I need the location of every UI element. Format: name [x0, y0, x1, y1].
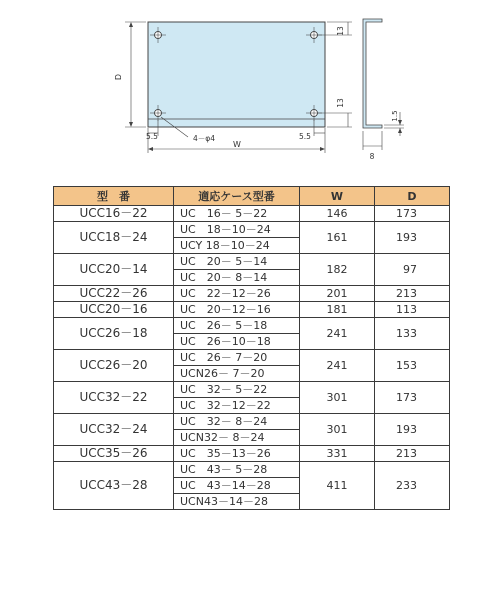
plate-outline [148, 22, 325, 127]
header-model: 型 番 [54, 187, 174, 206]
table-row [54, 382, 450, 398]
table-body [54, 206, 450, 510]
model-cell: UCC26－20 [54, 350, 174, 382]
dim-w-label: W [233, 140, 241, 149]
case-cell: UCN43－14－28 [174, 494, 300, 510]
header-w: W [300, 187, 375, 206]
model-cell: UCC20－14 [54, 254, 174, 286]
model-cell: UCC35－26 [54, 446, 174, 462]
case-cell: UC 18－10－24 [174, 222, 300, 238]
case-cell: UC 32－ 5－22 [174, 382, 300, 398]
d-cell: 113 [375, 302, 450, 318]
d-cell: 193 [375, 222, 450, 254]
d-cell: 153 [375, 350, 450, 382]
w-cell: 182 [300, 254, 375, 286]
header-case: 適応ケース型番 [174, 187, 300, 206]
d-cell: 193 [375, 414, 450, 446]
model-cell: UCC22－26 [54, 286, 174, 302]
dim-thickness: 1.5 [391, 110, 399, 122]
table-row [54, 286, 450, 302]
d-cell: 213 [375, 446, 450, 462]
w-cell: 241 [300, 350, 375, 382]
model-cell: UCC18－24 [54, 222, 174, 254]
table-row [54, 414, 450, 430]
d-cell: 213 [375, 286, 450, 302]
spec-table [53, 186, 450, 510]
dim-right-offset: 5.5 [299, 132, 311, 141]
dim-bottom-13: 13 [336, 98, 345, 108]
case-cell: UC 20－12－16 [174, 302, 300, 318]
table-row [54, 206, 450, 222]
w-cell: 241 [300, 318, 375, 350]
case-cell: UC 26－ 7－20 [174, 350, 300, 366]
w-cell: 301 [300, 414, 375, 446]
d-cell: 97 [375, 254, 450, 286]
model-cell: UCC32－24 [54, 414, 174, 446]
d-cell: 173 [375, 206, 450, 222]
table-row [54, 254, 450, 270]
table-row [54, 462, 450, 478]
w-cell: 146 [300, 206, 375, 222]
table-row [54, 350, 450, 366]
case-cell: UC 26－ 5－18 [174, 318, 300, 334]
table-header-row [54, 187, 450, 206]
w-cell: 331 [300, 446, 375, 462]
case-cell: UC 22－12－26 [174, 286, 300, 302]
dim-flange: 8 [369, 152, 375, 161]
w-cell: 301 [300, 382, 375, 414]
hole-note: 4－φ4 [193, 134, 215, 143]
dim-left-offset: 5.5 [146, 132, 158, 141]
d-cell: 173 [375, 382, 450, 414]
table-row [54, 302, 450, 318]
case-cell: UC 20－ 8－14 [174, 270, 300, 286]
case-cell: UCN26－ 7－20 [174, 366, 300, 382]
side-profile [363, 19, 382, 128]
case-cell: UC 20－ 5－14 [174, 254, 300, 270]
header-d: D [375, 187, 450, 206]
case-cell: UC 32－ 8－24 [174, 414, 300, 430]
dim-top-13: 13 [336, 26, 345, 36]
case-cell: UC 32－12－22 [174, 398, 300, 414]
model-cell: UCC20－16 [54, 302, 174, 318]
table-row [54, 222, 450, 238]
d-cell: 233 [375, 462, 450, 510]
w-cell: 161 [300, 222, 375, 254]
w-cell: 201 [300, 286, 375, 302]
w-cell: 411 [300, 462, 375, 510]
model-cell: UCC43－28 [54, 462, 174, 510]
case-cell: UC 35－13－26 [174, 446, 300, 462]
model-cell: UCC16－22 [54, 206, 174, 222]
case-cell: UCN32－ 8－24 [174, 430, 300, 446]
table-row [54, 318, 450, 334]
case-cell: UC 26－10－18 [174, 334, 300, 350]
dim-d-label: D [114, 73, 123, 81]
case-cell: UC 43－14－28 [174, 478, 300, 494]
model-cell: UCC26－18 [54, 318, 174, 350]
model-cell: UCC32－22 [54, 382, 174, 414]
case-cell: UC 16－ 5－22 [174, 206, 300, 222]
d-cell: 133 [375, 318, 450, 350]
case-cell: UCY 18－10－24 [174, 238, 300, 254]
case-cell: UC 43－ 5－28 [174, 462, 300, 478]
w-cell: 181 [300, 302, 375, 318]
table-row [54, 446, 450, 462]
dimension-drawing [0, 0, 500, 170]
